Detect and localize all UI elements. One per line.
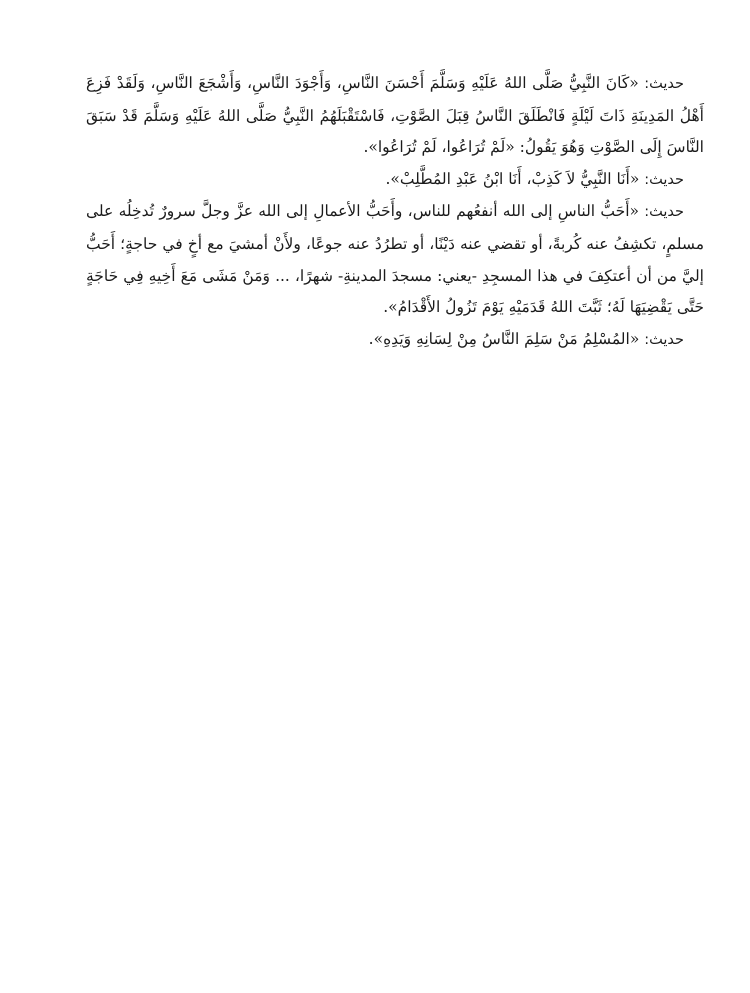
hadith-text: «كَانَ النَّبِيُّ صَلَّى اللهُ عَلَيْهِ وَسَلَّمَ أَحْسَنَ النَّاسِ، وَأَجْوَدَ النَّاسِ، وَأَشْجَعَ النَّاسِ، وَلَقَدْ فَزِعَ أَهْلُ المَدِينَةِ ذَاتَ لَيْلَةٍ فَانْطَلَقَ النَّاسُ قِبَلَ الصَّوْتِ، فَاسْتَقْبَلَهُمُ النَّبِيُّ صَلَّى اللهُ عَلَيْهِ وَسَلَّمَ قَدْ سَبَقَ النَّاسَ إِلَى الصَّوْتِ وَهُوَ يَقُولُ: «لَمْ تُرَاعُوا، لَمْ تُرَاعُوا». — [86, 74, 704, 157]
hadith-text: «أَنَا النَّبِيُّ لاَ كَذِبْ، أَنَا ابْنُ عَبْدِ المُطَّلِبْ». — [385, 169, 640, 188]
hadith-paragraph — [86, 324, 704, 357]
hadith-label: حديث: — [644, 76, 684, 92]
hadith-text: «أَحَبُّ الناسِ إلى الله أنفعُهم للناس، وأَحَبُّ الأعمالِ إلى الله عزَّ وجلَّ سرورٌ تُدخِلُه على مسلمٍ، تكشِفُ عنه كُربةً، أو تقضي عنه دَيْنًا، أو تطرُدُ عنه جوعًا، ولأَنْ أمشيَ مع أخٍ في حاجةٍ؛ أَحَبُّ إليَّ من أن أعتكِفَ في هذا المسجِدِ -يعني: مسجدَ المدينةِ- شهرًا، ... وَمَنْ مَشَى مَعَ أَخِيهِ فِي حَاجَةٍ حَتَّى يَقْضِيَهَا لَهُ؛ ثَبَّتَ اللهُ قَدَمَيْهِ يَوْمَ تَزُولُ الأَقْدَامُ». — [86, 202, 704, 317]
hadith-paragraph — [86, 196, 704, 323]
hadith-label: حديث: — [644, 331, 684, 348]
hadith-text: «المُسْلِمُ مَنْ سَلِمَ النَّاسُ مِنْ لِسَانِهِ وَيَدِهِ». — [368, 329, 640, 348]
hadith-paragraph — [86, 68, 704, 164]
hadith-label: حديث: — [644, 171, 684, 188]
hadith-paragraph — [86, 164, 704, 197]
hadith-label: حديث: — [644, 204, 684, 221]
document-page — [86, 68, 704, 356]
